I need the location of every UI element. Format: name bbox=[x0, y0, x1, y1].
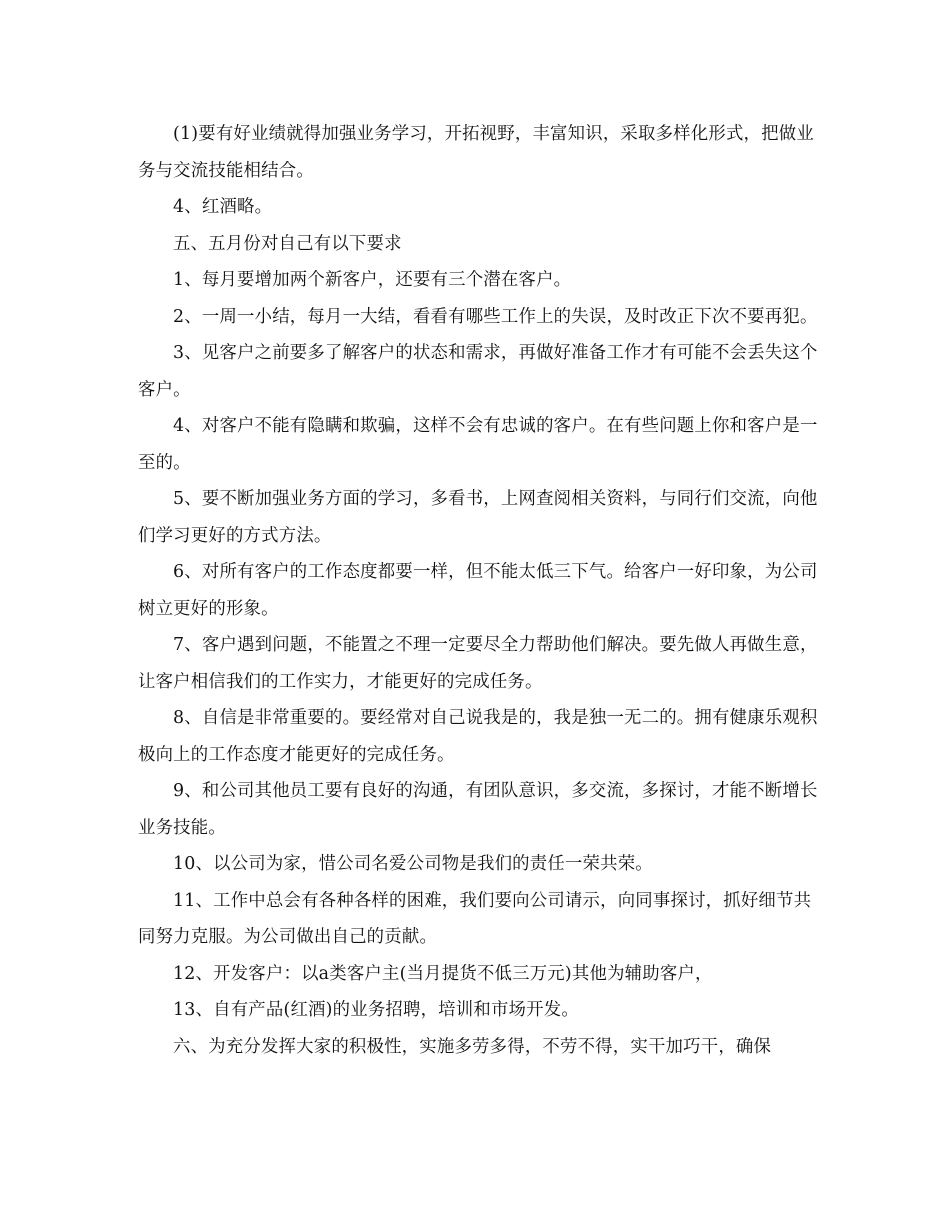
paragraph-1: (1)要有好业绩就得加强业务学习，开拓视野，丰富知识，采取多样化形式，把做业务与交流技能相结合。 bbox=[138, 124, 814, 181]
list-item: 2、一周一小结，每月一大结，看看有哪些工作上的失误，及时改正下次不要再犯。 bbox=[173, 306, 818, 327]
document-body bbox=[138, 116, 818, 1065]
list-item: 3、见客户之前要多了解客户的状态和需求，再做好准备工作才有可能不会丢失这个客户。 bbox=[138, 343, 818, 400]
paragraph-2: 4、红酒略。 bbox=[173, 197, 273, 217]
list-item: 8、自信是非常重要的。要经常对自己说我是的，我是独一无二的。拥有健康乐观积极向上的工作态度才能更好的完成任务。 bbox=[138, 708, 818, 765]
section-heading-6: 六、为充分发挥大家的积极性，实施多劳多得，不劳不得，实干加巧干，确保 bbox=[173, 1036, 772, 1057]
list-item: 10、以公司为家，惜公司名爱公司物是我们的责任一荣共荣。 bbox=[173, 854, 653, 874]
list-item: 6、对所有客户的工作态度都要一样，但不能太低三下气。给客户一好印象，为公司树立更好的形象。 bbox=[138, 562, 818, 619]
list-item: 1、每月要增加两个新客户，还要有三个潜在客户。 bbox=[173, 270, 572, 290]
list-item: 9、和公司其他员工要有良好的沟通，有团队意识，多交流，多探讨，才能不断增长业务技能。 bbox=[138, 781, 818, 838]
section-heading-5: 五、五月份对自己有以下要求 bbox=[173, 233, 402, 254]
list-item: 11、工作中总会有各种各样的困难，我们要向公司请示，向同事探讨，抓好细节共同努力克服。为公司做出自己的贡献。 bbox=[138, 890, 812, 947]
list-item: 5、要不断加强业务方面的学习，多看书，上网查阅相关资料，与同行们交流，向他们学习更好的方式方法。 bbox=[138, 489, 818, 546]
list-item: 4、对客户不能有隐瞒和欺骗，这样不会有忠诚的客户。在有些问题上你和客户是一至的。 bbox=[138, 416, 818, 473]
list-item: 13、自有产品(红酒)的业务招聘，培训和市场开发。 bbox=[173, 1000, 579, 1020]
list-item: 7、客户遇到问题，不能置之不理一定要尽全力帮助他们解决。要先做人再做生意，让客户相信我们的工作实力，才能更好的完成任务。 bbox=[138, 635, 818, 692]
list-item: 12、开发客户：以a类客户主(当月提货不低三万元)其他为辅助客户， bbox=[173, 963, 713, 984]
